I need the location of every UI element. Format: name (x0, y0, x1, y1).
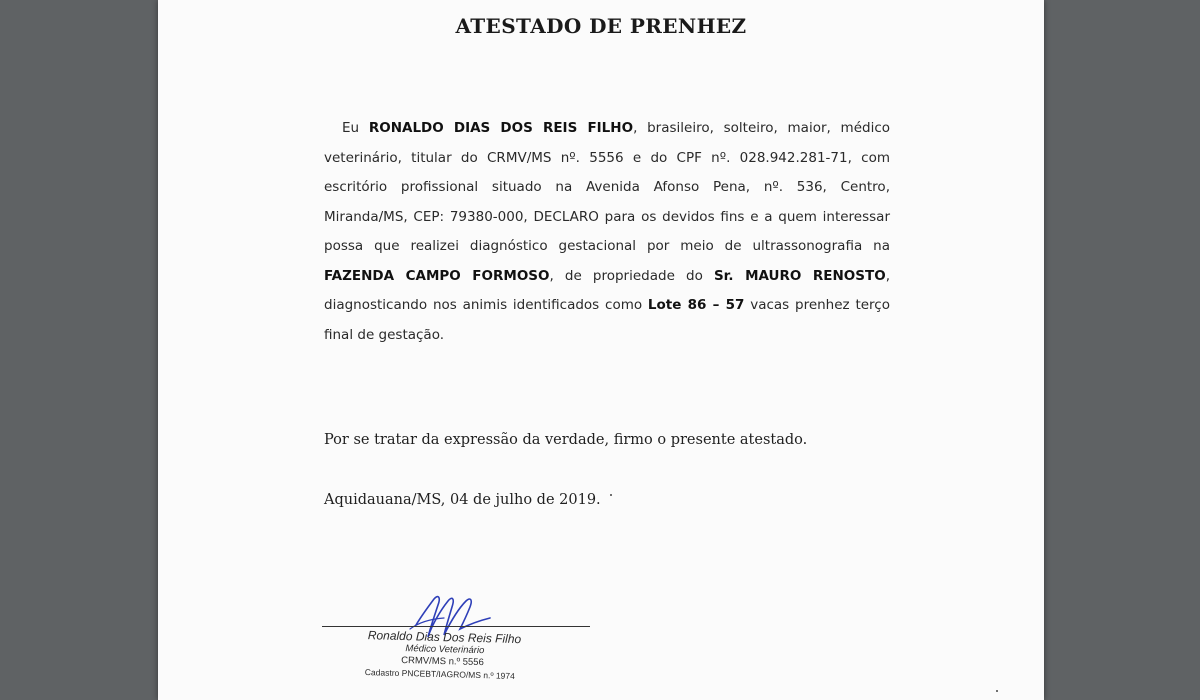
ink-speck (996, 690, 998, 692)
paragraph-text-5: vacas prenhez terço final de gestação. (324, 297, 890, 343)
closing-statement: Por se tratar da expressão da verdade, firmo o presente atestado. (324, 432, 808, 448)
stamp-registration: Cadastro PNCEBT/IAGRO/MS n.º 1974 (364, 667, 515, 681)
lot-number: Lote 86 – 57 (647, 297, 745, 313)
paragraph-text-2: , brasileiro, solteiro, maior, médico veterinário, titular do CRMV/MS nº. 5556 e do CPF nº. 028.942.281-71, com escritório profissional situado na Avenida Afonso Pena, nº. 536, Centro, Miranda/MS, CEP: 79380-000, DECLARO para os devidos fins e a quem interessar possa que realizei diagnóstico gestacional por meio de ultrassonografia na (324, 120, 890, 254)
document-page (158, 0, 1044, 700)
signature-line (322, 626, 590, 627)
vet-name: RONALDO DIAS DOS REIS FILHO (368, 120, 634, 136)
signature-stamp (363, 628, 604, 684)
declaration-paragraph (324, 114, 890, 350)
stamp-name: Ronaldo Dias Dos Reis Filho (367, 628, 522, 647)
stamp-profession: Médico Veterinário (405, 643, 485, 657)
paragraph-text-1: Eu (342, 120, 369, 136)
page-title: ATESTADO DE PRENHEZ (455, 14, 747, 38)
ink-speck (610, 494, 612, 496)
owner-name: Sr. MAURO RENOSTO (713, 267, 886, 284)
stamp-crmv: CRMV/MS n.º 5556 (401, 654, 484, 669)
paragraph-text-3: , de propriedade do (549, 267, 714, 284)
farm-name: FAZENDA CAMPO FORMOSO (324, 267, 550, 284)
place-date: Aquidauana/MS, 04 de julho de 2019. (324, 492, 601, 508)
paragraph-text-4: , diagnosticando nos animis identificados como (324, 267, 890, 313)
